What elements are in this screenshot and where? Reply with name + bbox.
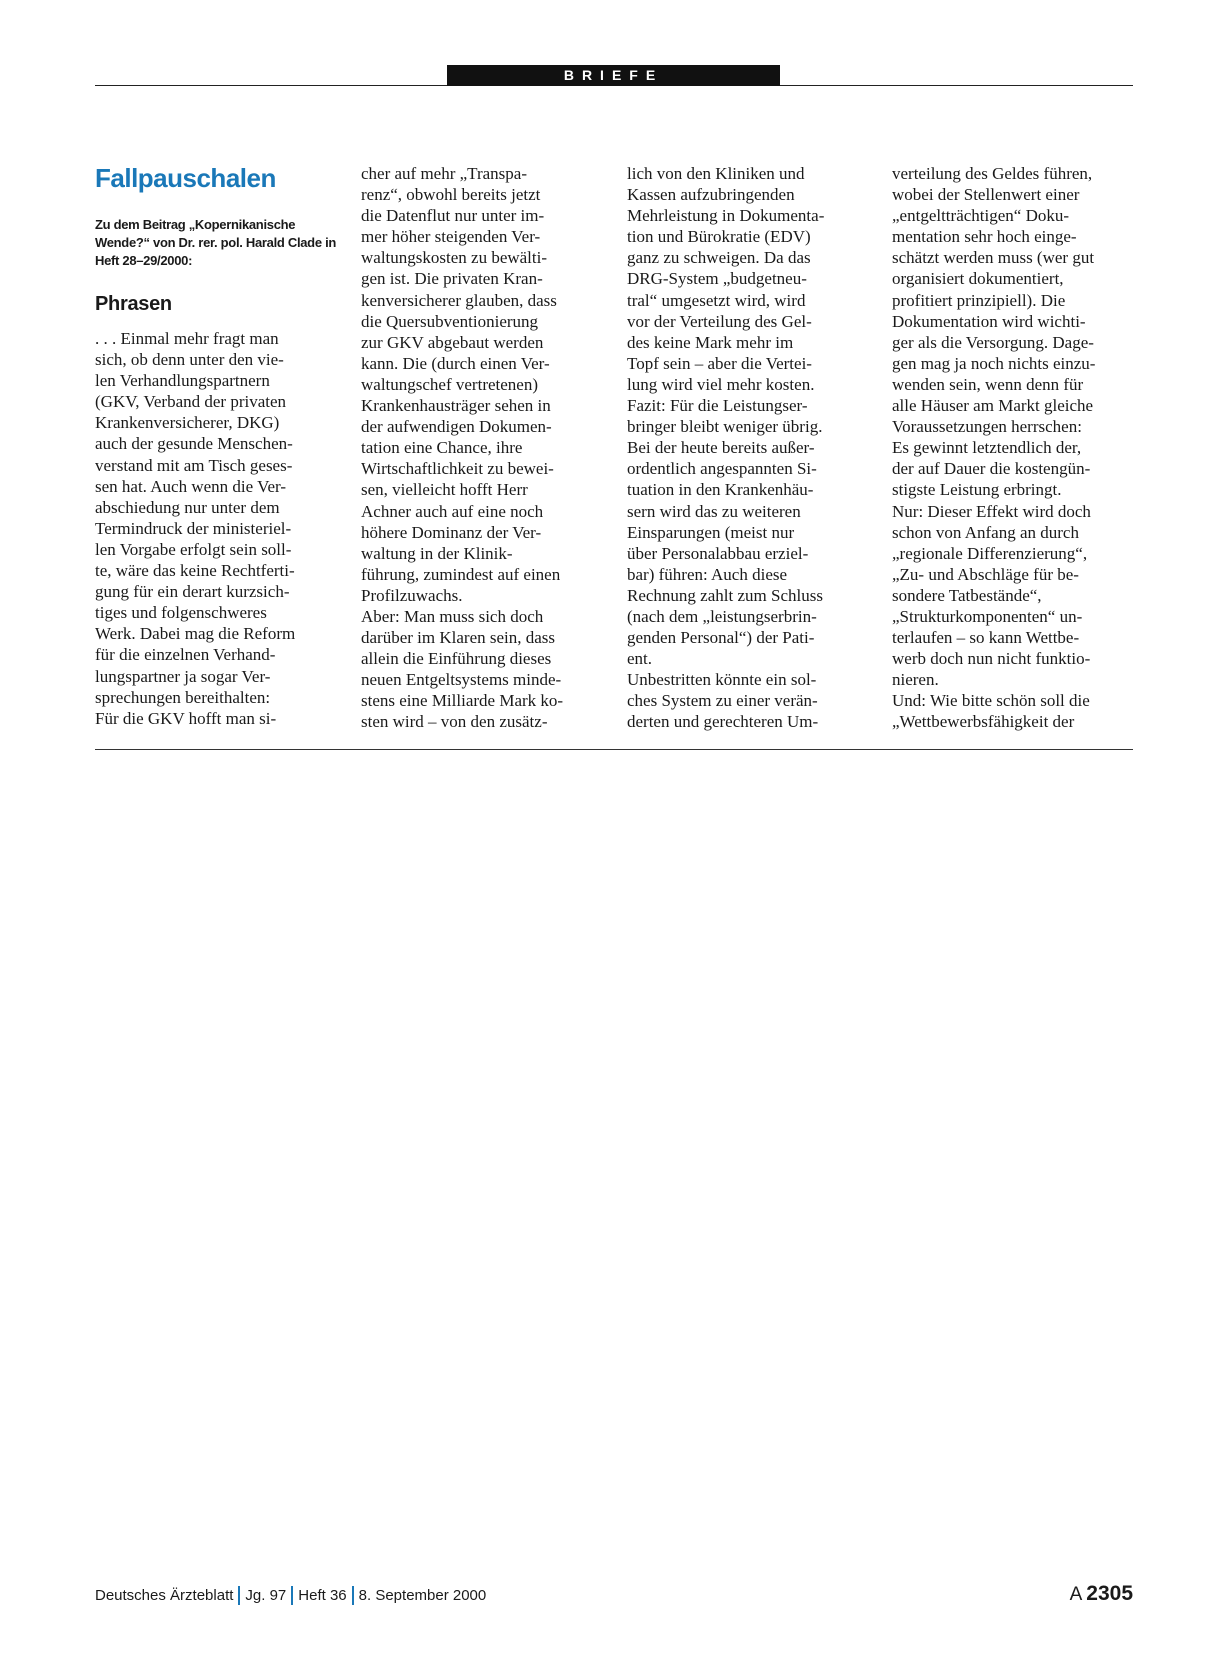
article-column-3 (627, 158, 872, 733)
journal-volume: Jg. 97 (245, 1587, 287, 1604)
body-text-column-1: . . . Einmal mehr fragt man sich, ob denn unter den vie- len Verhandlungspartnern (GKV, Verband der privaten Krankenversicherer, DKG) auch der gesunde Menschen- verstand mit am Tisch geses- sen hat. Auch wenn die Ver- abschiedung nur unter dem Termindruck der ministeriel- len Vorgabe erfolgt sein soll- te, wäre das keine Rechtferti- gung für ein derart kurzsich- tiges und folgenschweres Werk. Dabei mag die Reform für die einzelnen Verhand- lungspartner ja sogar Ver- sprechungen bereithalten: Für die GKV hofft man si- (95, 329, 296, 728)
body-text-column-3: lich von den Kliniken und Kassen aufzubringenden Mehrleistung in Dokumenta- tion und Bürokratie (EDV) ganz zu schweigen. Da das DRG-System „budgetneu- tral“ umgesetzt wird, wird vor der Verteilung des Gel- des keine Mark mehr im Topf sein – aber die Vertei- lung wird viel mehr kosten. Fazit: Für die Leistungser- bringer bleibt weniger übrig. Bei der heute bereits außer- ordentlich angespannten Si- tuation in den Krankenhäu- sern wird das zu weiteren Einsparungen (meist nur über Personalabbau erziel- bar) führen: Auch diese Rechnung zahlt zum Schluss (nach dem „leistungserbrin- genden Personal“) der Pati- ent. Unbestritten könnte ein sol- ches System zu einer verän- derten und gerechteren Um- (627, 164, 825, 732)
footer-separator (238, 1586, 240, 1605)
page-number-block (1070, 1582, 1133, 1606)
article-end-rule (95, 749, 1133, 750)
page-footer (95, 1582, 1133, 1608)
article-reference: Zu dem Beitrag „Kopernikanische Wende?“ von Dr. rer. pol. Harald Clade in Heft 28–29/2000: (95, 217, 337, 268)
footer-separator (352, 1586, 354, 1605)
journal-name: Deutsches Ärzteblatt (95, 1587, 234, 1604)
journal-issue: Heft 36 (298, 1587, 347, 1604)
article-column-1 (95, 158, 340, 729)
article-title: Fallpauschalen (95, 163, 276, 193)
page-prefix: A (1069, 1584, 1083, 1605)
article-column-2 (361, 158, 606, 733)
article-column-4 (892, 158, 1137, 733)
footer-citation (95, 1586, 486, 1605)
issue-date: 8. September 2000 (358, 1587, 487, 1604)
article-subheading: Phrasen (95, 293, 172, 315)
footer-separator (291, 1586, 293, 1605)
section-label: BRIEFE (447, 65, 780, 86)
page-number: 2305 (1086, 1582, 1133, 1605)
body-text-column-2: cher auf mehr „Transpa- renz“, obwohl bereits jetzt die Datenflut nur unter im- mer höher steigenden Ver- waltungskosten zu bewälti- gen ist. Die privaten Kran- kenversicherer glauben, dass die Quersubventionierung zur GKV abgebaut werden kann. Die (durch einen Ver- waltungschef vertretenen) Krankenhausträger sehen in der aufwendigen Dokumen- tation eine Chance, ihre Wirtschaftlichkeit zu bewei- sen, vielleicht hofft Herr Achner auch auf eine noch höhere Dominanz der Ver- waltung in der Klinik- führung, zumindest auf einen Profilzuwachs. Aber: Man muss sich doch darüber im Klaren sein, dass allein die Einführung dieses neuen Entgeltsystems minde- stens eine Milliarde Mark ko- sten wird – von den zusätz- (361, 164, 564, 732)
article-columns (95, 158, 1133, 730)
body-text-column-4: verteilung des Geldes führen, wobei der Stellenwert einer „entgeltträchtigen“ Doku- mentation sehr hoch einge- schätzt werden muss (wer gut organisiert dokumentiert, profitiert prinzipiell). Die Dokumentation wird wichti- ger als die Versorgung. Dage- gen mag ja noch nichts einzu- wenden sein, wenn denn für alle Häuser am Markt gleiche Voraussetzungen herrschen: Es gewinnt letztendlich der, der auf Dauer die kostengün- stigste Leistung erbringt. Nur: Dieser Effekt wird doch schon von Anfang an durch „regionale Differenzierung“, „Zu- und Abschläge für be- sondere Tatbestände“, „Strukturkomponenten“ un- terlaufen – so kann Wettbe- werb doch nun nicht funktio- nieren. Und: Wie bitte schön soll die „Wettbewerbsfähigkeit der (892, 164, 1096, 732)
